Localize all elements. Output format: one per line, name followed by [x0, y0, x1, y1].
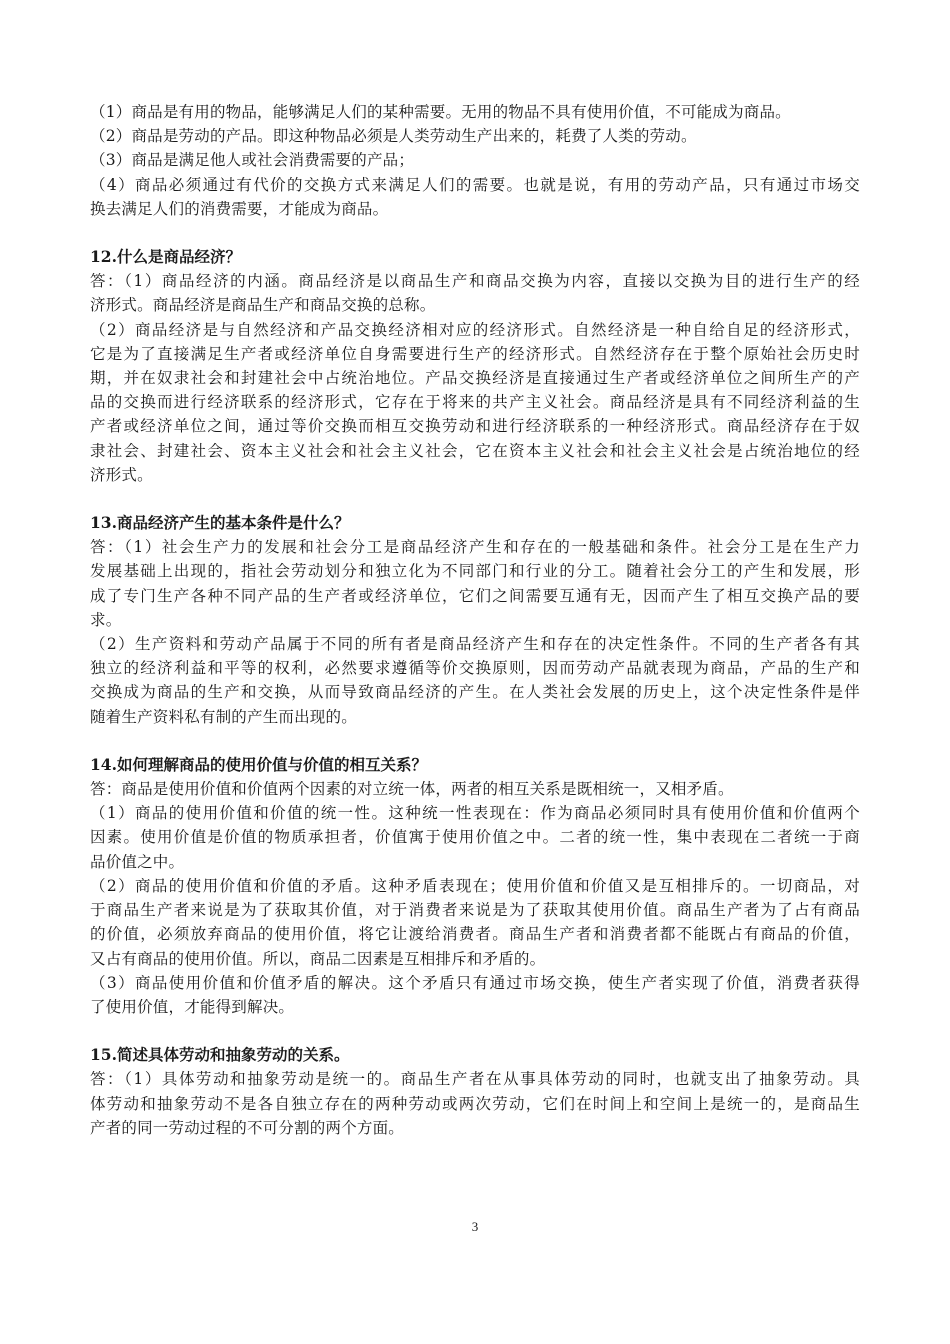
- paragraph-line: 隶社会、封建社会、资本主义社会和社会主义社会，它在资本主义社会和社会主义社会是占统治地位的经: [90, 441, 860, 460]
- paragraph-line: 于商品生产者来说是为了获取其价值，对于消费者来说是为了获取其使用价值。商品生产者为了占有商品: [90, 901, 860, 920]
- question-13-section: [90, 511, 860, 729]
- paragraph-line: 随着生产资料私有制的产生而出现的。: [90, 707, 357, 726]
- paragraph-line: 产者的同一劳动过程的不可分割的两个方面。: [90, 1118, 405, 1137]
- paragraph-line: （1）商品是有用的物品，能够满足人们的某种需要。无用的物品不具有使用价值，不可能成为商品。: [90, 103, 791, 121]
- paragraph-line: （2）生产资料和劳动产品属于不同的所有者是商品经济产生和存在的决定性条件。不同的生产者各有其: [90, 635, 860, 654]
- paragraph-line: （4）商品必须通过有代价的交换方式来满足人们的需要。也就是说，有用的劳动产品，只有通过市场交: [90, 175, 860, 194]
- paragraph-line: 答：（1）社会生产力的发展和社会分工是商品经济产生和存在的一般基础和条件。社会分工是在生产力: [90, 538, 860, 557]
- paragraph-line: 品的交换而进行经济联系的经济形式，它存在于将来的共产主义社会。商品经济是具有不同经济利益的生: [90, 393, 860, 412]
- paragraph-line: 它是为了直接满足生产者或经济单位自身需要进行生产的经济形式。自然经济存在于整个原始社会历史时: [90, 344, 860, 363]
- paragraph-line: （3）商品是满足他人或社会消费需要的产品；: [90, 151, 415, 170]
- question-heading: 13.商品经济产生的基本条件是什么？: [90, 513, 350, 533]
- question-15-section: [90, 1043, 860, 1140]
- paragraph-line: （3）商品使用价值和价值矛盾的解决。这个矛盾只有通过市场交换，使生产者实现了价值，消费者获得: [90, 973, 860, 992]
- paragraph-line: 求。: [90, 610, 122, 629]
- paragraph-line: 的价值，必须放弃商品的使用价值，将它让渡给消费者。商品生产者和消费者都不能既占有商品的价值，: [90, 925, 860, 944]
- page-number: 3: [471, 1219, 479, 1234]
- document-page: [90, 100, 860, 1140]
- paragraph-line: 答：（1）具体劳动和抽象劳动是统一的。商品生产者在从事具体劳动的同时，也就支出了抽象劳动。具: [90, 1070, 860, 1089]
- question-heading: 12.什么是商品经济？: [90, 247, 241, 267]
- paragraph-line: 体劳动和抽象劳动不是各自独立存在的两种劳动或两次劳动，它们在时间上和空间上是统一的，是商品生: [90, 1094, 860, 1113]
- paragraph-line: 了使用价值，才能得到解决。: [90, 997, 295, 1016]
- paragraph-line: （2）商品是劳动的产品。即这种物品必须是人类劳动生产出来的，耗费了人类的劳动。: [90, 127, 697, 146]
- paragraph-line: 换去满足人们的消费需要，才能成为商品。: [90, 199, 389, 218]
- paragraph-line: 交换成为商品的生产和交换，从而导致商品经济的产生。在人类社会发展的历史上，这个决定性条件是伴: [90, 683, 860, 702]
- paragraph-line: （2）商品经济是与自然经济和产品交换经济相对应的经济形式。自然经济是一种自给自足的经济形式，: [90, 320, 860, 339]
- paragraph-line: 独立的经济利益和平等的权利，必然要求遵循等价交换原则，因而劳动产品就表现为商品，产品的生产和: [90, 659, 860, 678]
- paragraph-line: 济形式。: [90, 465, 153, 484]
- paragraph-line: 答：商品是使用价值和价值两个因素的对立统一体，两者的相互关系是既相统一，又相矛盾。: [90, 780, 734, 799]
- question-heading: 14.如何理解商品的使用价值与价值的相互关系？: [90, 754, 427, 774]
- paragraph-line: （2）商品的使用价值和价值的矛盾。这种矛盾表现在；使用价值和价值又是互相排斥的。一切商品，对: [90, 876, 860, 895]
- paragraph-line: 产者或经济单位之间，通过等价交换而相互交换劳动和进行经济联系的一种经济形式。商品经济存在于奴: [90, 417, 860, 436]
- paragraph-line: 发展基础上出现的，指社会劳动划分和独立化为不同部门和行业的分工。随着社会分工的产生和发展，形: [90, 562, 860, 581]
- paragraph-line: 答：（1）商品经济的内涵。商品经济是以商品生产和商品交换为内容，直接以交换为目的进行生产的经: [90, 272, 860, 291]
- paragraph-line: 品价值之中。: [90, 852, 185, 871]
- paragraph-line: 期，并在奴隶社会和封建社会中占统治地位。产品交换经济是直接通过生产者或经济单位之间所生产的产: [90, 369, 860, 388]
- question-12-section: [90, 245, 860, 487]
- paragraph-line: 成了专门生产各种不同产品的生产者或经济单位，它们之间需要互通有无，因而产生了相互交换产品的要: [90, 586, 860, 605]
- paragraph-line: 因素。使用价值是价值的物质承担者，价值寓于使用价值之中。二者的统一性，集中表现在二者统一于商: [90, 828, 860, 847]
- paragraph-line: （1）商品的使用价值和价值的统一性。这种统一性表现在：作为商品必须同时具有使用价值和价值两个: [90, 804, 860, 823]
- paragraph-line: 济形式。商品经济是商品生产和商品交换的总称。: [90, 296, 436, 315]
- question-heading: 15.简述具体劳动和抽象劳动的关系。: [90, 1045, 350, 1065]
- question-14-section: [90, 753, 860, 1019]
- intro-section: [90, 100, 860, 221]
- paragraph-line: 又占有商品的使用价值。所以，商品二因素是互相排斥和矛盾的。: [90, 949, 546, 968]
